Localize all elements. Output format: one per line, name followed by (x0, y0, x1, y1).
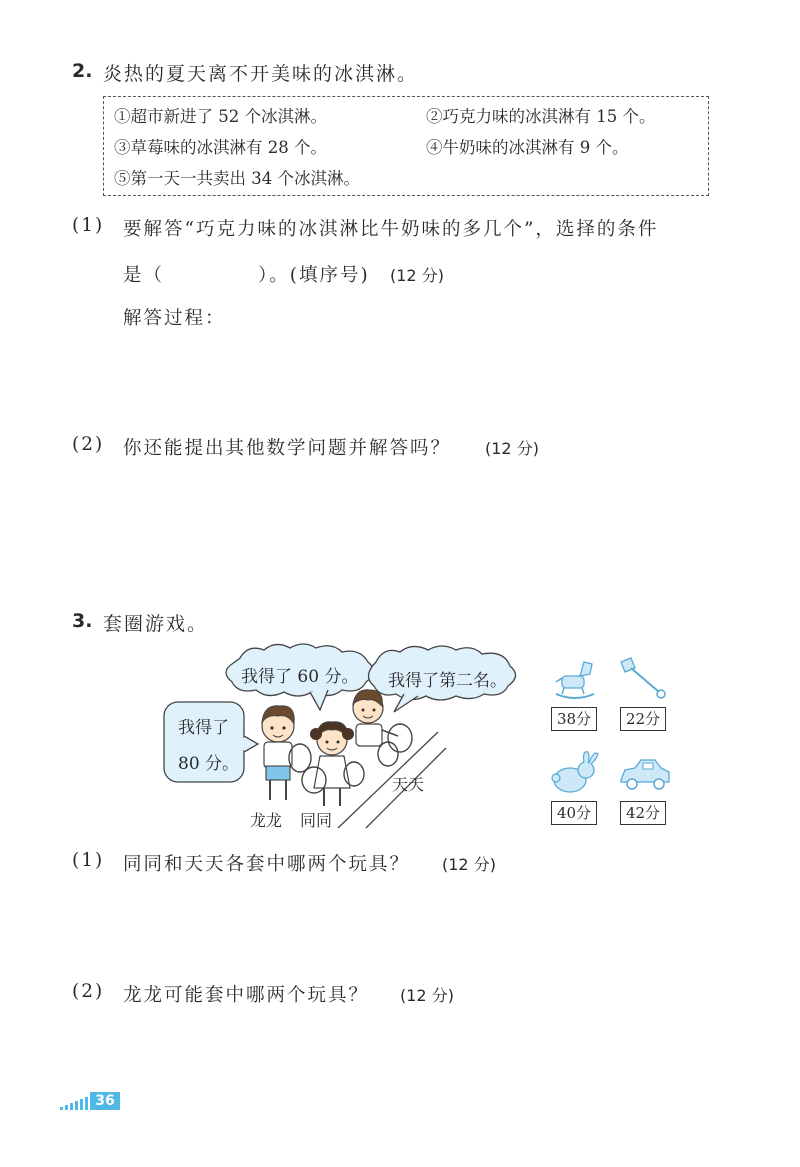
q3-part1-label: (1) (72, 850, 105, 871)
condition-5: ⑤第一天一共卖出 34 个冰淇淋。 (114, 169, 360, 188)
solution-process-area[interactable] (123, 340, 723, 420)
page-number: 36 (90, 1092, 120, 1110)
condition-3: ③草莓味的冰淇淋有 28 个。 (114, 138, 327, 157)
q2-part2-points: (12 分) (485, 439, 539, 458)
q2-part1-answer-prefix: 是（ (123, 265, 165, 286)
q3-part2-points: (12 分) (400, 986, 454, 1005)
condition-4: ④牛奶味的冰淇淋有 9 个。 (426, 138, 629, 157)
rocking-horse-icon (550, 654, 600, 702)
answer-blank[interactable] (180, 262, 258, 288)
score-toy-car: 42分 (620, 801, 666, 825)
score-rocking-horse: 38分 (551, 707, 597, 731)
q3-part1-points: (12 分) (442, 855, 496, 874)
solution-process-label: 解答过程： (123, 308, 226, 329)
toy-car-icon (617, 754, 673, 794)
q2-part1-points: (12 分) (390, 266, 444, 285)
q2-part1-label: (1) (72, 215, 105, 236)
condition-2: ②巧克力味的冰淇淋有 15 个。 (426, 107, 656, 126)
page-footer (60, 1092, 130, 1112)
name-tiantian: 天天 (392, 775, 425, 794)
question-3-number: 3. (72, 610, 93, 632)
toy-shovel-icon (617, 656, 669, 702)
q2-part2-answer-area[interactable] (123, 470, 723, 580)
question-2-number: 2. (72, 60, 93, 82)
speech-text-second: 我得了第二名。 (388, 671, 507, 691)
q3-part2-question: 龙龙可能套中哪两个玩具？ (123, 985, 370, 1006)
toy-rabbit-icon (548, 748, 602, 798)
speech-text-80-line1: 我得了 (178, 718, 229, 738)
score-toy-shovel: 22分 (620, 707, 666, 731)
question-2-title: 炎热的夏天离不开美味的冰淇淋。 (103, 63, 419, 85)
speech-text-60: 我得了 60 分。 (241, 667, 359, 687)
name-longlong: 龙龙 (250, 811, 283, 830)
q2-part1-answer-suffix: ）。(填序号) (258, 265, 370, 286)
q3-part1-answer-area[interactable] (123, 886, 723, 966)
q3-part2-answer-area[interactable] (123, 1016, 723, 1086)
name-tongtong: 同同 (300, 811, 333, 830)
kid-tongtong (302, 722, 364, 806)
q2-part2-label: (2) (72, 434, 105, 455)
q2-part1-question: 要解答“巧克力味的冰淇淋比牛奶味的多几个”，选择的条件 (123, 219, 659, 240)
question-3-title: 套圈游戏。 (103, 613, 209, 635)
score-toy-rabbit: 40分 (551, 801, 597, 825)
q3-part1-question: 同同和天天各套中哪两个玩具？ (123, 854, 411, 875)
q2-part2-question: 你还能提出其他数学问题并解答吗？ (123, 438, 452, 459)
condition-1: ①超市新进了 52 个冰淇淋。 (114, 107, 327, 126)
conditions-box (103, 96, 709, 196)
speech-text-80-line2: 80 分。 (178, 754, 240, 774)
q3-part2-label: (2) (72, 981, 105, 1002)
